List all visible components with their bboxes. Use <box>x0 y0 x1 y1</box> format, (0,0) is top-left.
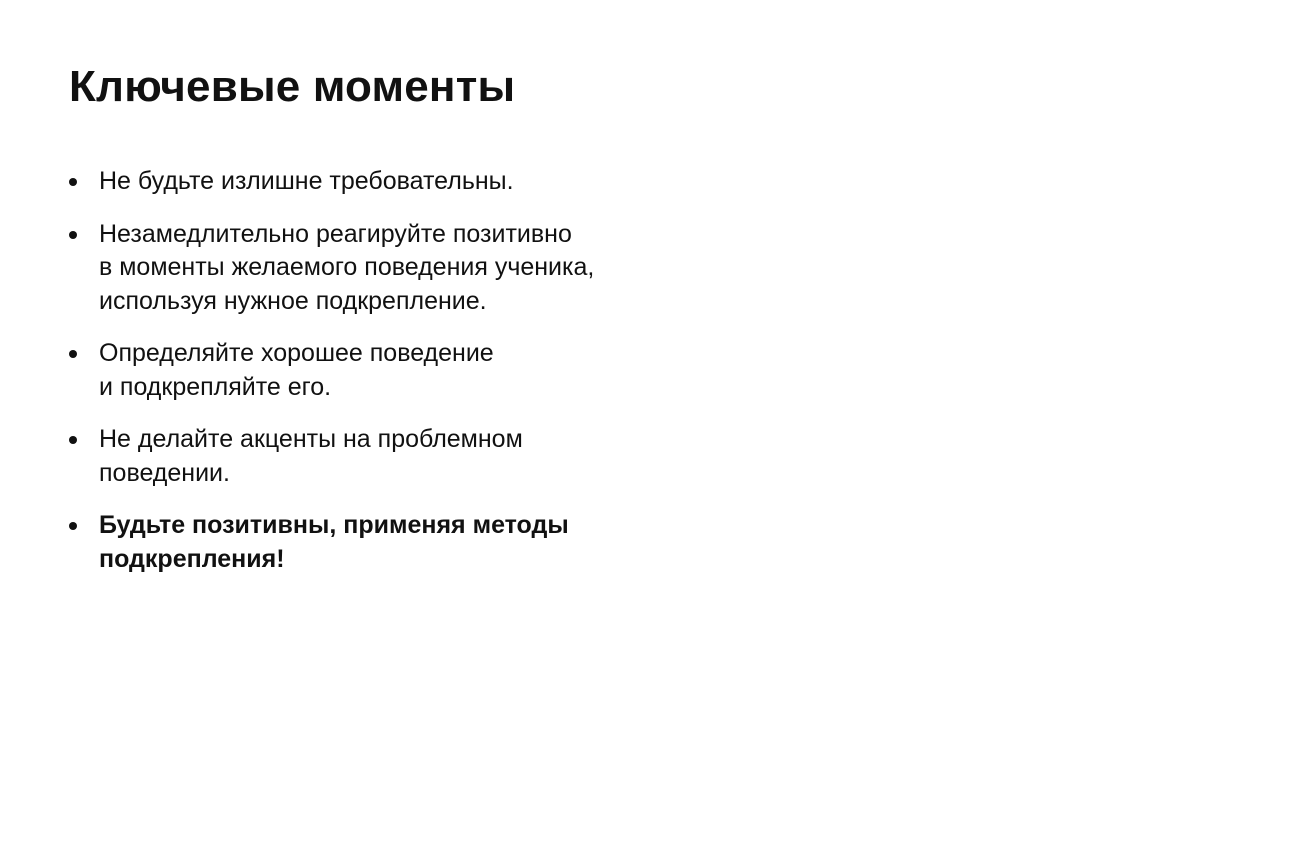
slide-title: Ключевые моменты <box>69 62 516 111</box>
list-item-text: Не будьте излишне требовательны. <box>99 167 514 195</box>
list-item <box>69 337 709 404</box>
bullet-icon <box>69 436 77 444</box>
bullet-icon <box>69 522 77 530</box>
bullet-icon <box>69 231 77 239</box>
list-item-emphasis <box>69 509 709 576</box>
list-item-text-bold: Будьте позитивны, применяя методы подкрепления! <box>99 511 569 573</box>
list-item-text: Не делайте акценты на проблемном поведении. <box>99 425 523 487</box>
bullet-icon <box>69 178 77 186</box>
list-item <box>69 423 709 490</box>
list-item <box>69 165 709 199</box>
bullet-icon <box>69 350 77 358</box>
list-item-text: Незамедлительно реагируйте позитивно в моменты желаемого поведения ученика, используя нужное подкрепление. <box>99 219 595 315</box>
key-points-list <box>69 165 709 595</box>
list-item-text: Определяйте хорошее поведение и подкрепляйте его. <box>99 339 494 401</box>
list-item <box>69 218 709 319</box>
